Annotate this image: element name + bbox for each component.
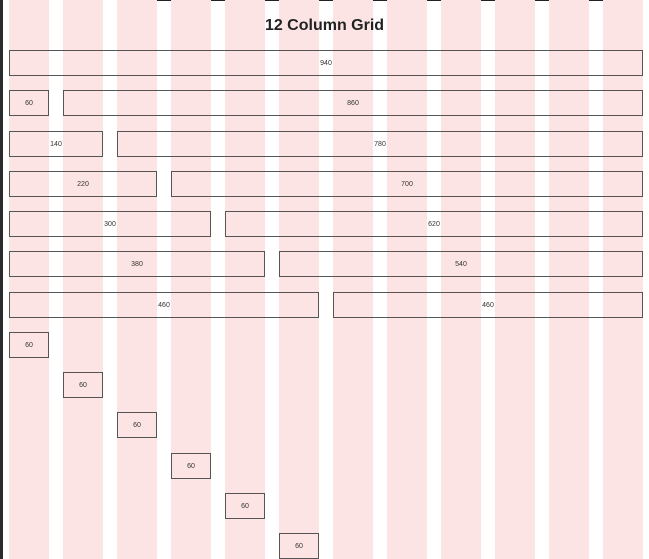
grid-span-box: 60 [279,533,319,559]
grid-span-box: 60 [63,372,103,398]
grid-span-box: 60 [171,453,211,479]
grid-span-box: 300 [9,211,211,237]
grid-span-box: 540 [279,251,643,277]
grid-span-box: 780 [117,131,643,157]
column-guide [549,0,589,559]
grid-span-box: 460 [333,292,643,318]
column-guide [225,0,265,559]
grid-span-box: 140 [9,131,103,157]
grid-span-box: 60 [225,493,265,519]
grid-span-box: 940 [9,50,643,76]
grid-span-box: 60 [9,332,49,358]
column-guide [279,0,319,559]
grid-span-box: 220 [9,171,157,197]
grid-span-box: 620 [225,211,643,237]
column-guide [387,0,427,559]
grid-span-box: 60 [117,412,157,438]
column-guide [441,0,481,559]
column-guide [117,0,157,559]
grid-span-box: 60 [9,90,49,116]
grid-span-box: 860 [63,90,643,116]
column-guide [603,0,643,559]
column-guide [63,0,103,559]
left-edge-border [0,0,3,559]
column-guide [333,0,373,559]
page-title: 12 Column Grid [264,17,385,34]
grid-span-box: 700 [171,171,643,197]
column-guide [9,0,49,559]
grid-span-box: 460 [9,292,319,318]
column-guide [495,0,535,559]
grid-span-box: 380 [9,251,265,277]
